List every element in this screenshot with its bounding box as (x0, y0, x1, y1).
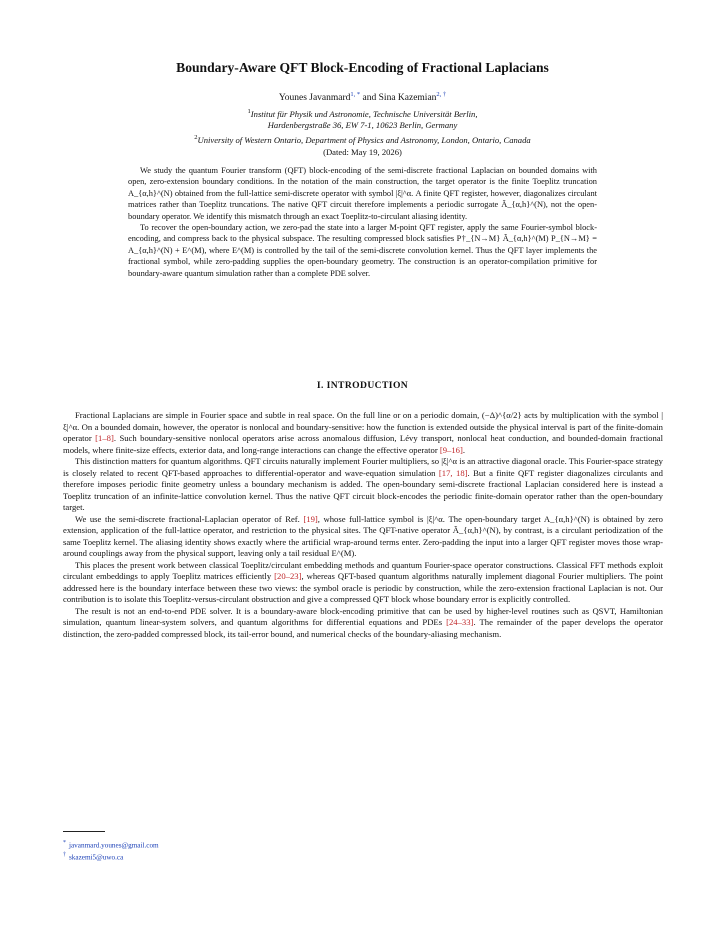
affiliation-1-line-1: $^1$Institut für Physik und Astronomie, Technische Universität Berlin, (247, 108, 478, 119)
email-link-2[interactable]: skazemi5@uwo.ca (69, 853, 124, 862)
author-1-marks[interactable]: 1, * (350, 91, 361, 98)
author-line (60, 91, 665, 103)
paper-title: Boundary-Aware QFT Block-Encoding of Fractional Laplacians (176, 60, 549, 75)
intro-paragraph-4: This places the present work between classical Toeplitz/circulant embedding methods and quantum Fourier-space operator constructions. Classical FFT methods exploit circulant embeddings to apply Toeplitz matrices efficiently [20–23], whereas QFT-based quantum algorithms naturally implement diagonal Fourier multipliers. The point addressed here is the boundary interface between these two views: the symbol oracle is periodic by construction, while the zero-extension fractional Laplacian is not. Our contribution is to isolate this Toeplitz-versus-circulant obstruction and give a compressed QFT block whose boundary error is explicitly controlled. (63, 559, 663, 604)
author-conjunction: and (362, 93, 377, 104)
date-line: (Dated: May 19, 2026) (323, 147, 402, 157)
intro-paragraph-1: Fractional Laplacians are simple in Fourier space and subtle in real space. On the full line or on a periodic domain, (−Δ)^{α/2} acts by multiplication with the symbol |ξ|^α. On a bounded domain, however, the operator is nonlocal and boundary-sensitive: how the function is extended outside the physical interval is part of the finite-domain operator [1–8]. Such boundary-sensitive nonlocal operators arise across anomalous diffusion, Lévy transport, nonlocal heat conduction, and bounded-domain fractional models, where finite-size effects, exterior data, and long-range interactions can change the effective operator [9–16]. (63, 410, 663, 455)
footnote-1 (63, 840, 159, 849)
email-link-1[interactable]: javanmard.younes@gmail.com (69, 841, 159, 850)
abstract (128, 165, 597, 279)
arxiv-sidebar (8, 244, 38, 664)
abstract-paragraph-2: To recover the open-boundary action, we zero-pad the state into a larger M-point QFT register, apply the same Fourier-symbol block-encoding, and compress back to the physical subspace. The resulting compressed block satisfies P†_{N→M} Ã_{α,h}^(M) P_{N→M} = A_{α,h}^(N) + E^(M), where E^(M) is controlled by the tail of the semi-discrete convolution kernel. Thus the QFT layer implements the fractional symbol, while zero-padding supplies the open-boundary geometry. The construction is an operator-compilation primitive for boundary-aware quantum simulation rather than a complete PDE solver. (128, 223, 597, 278)
abstract-paragraph-1: We study the quantum Fourier transform (QFT) block-encoding of the semi-discrete fractional Laplacian on bounded domains with open, zero-extension boundary conditions. In the notation of the main construction, the target operator is the finite Toeplitz truncation A_{α,h}^(N) obtained from the full-lattice semi-discrete operator with symbol |ξ|^α. A finite QFT register, however, diagonalizes circulant matrices rather than Toeplitz truncations. The native QFT circuit therefore implements a periodic surrogate Ã_{α,h}^(N), not the open-boundary operator. We identify this mismatch through an exact Toeplitz-to-circulant aliasing identity. (128, 166, 597, 221)
citation-link[interactable]: [1–8] (95, 433, 114, 443)
affiliation-2: $^2$University of Western Ontario, Department of Physics and Astronomy, London, Ontario, Canada (194, 134, 531, 145)
citation-link[interactable]: [9–16] (439, 444, 463, 455)
footnote-divider (63, 831, 105, 832)
citation-link[interactable]: [19] (303, 513, 318, 524)
section-heading-introduction: I. INTRODUCTION (316, 380, 409, 391)
citation-link[interactable]: [24–33] (446, 617, 474, 627)
author-2-marks[interactable]: 2, † (436, 91, 447, 98)
affiliation-1-line-2: Hardenbergstraße 36, EW 7-1, 10623 Berlin, Germany (267, 120, 458, 130)
citation-link[interactable]: [17, 18] (438, 467, 468, 478)
footnote-2-mark: † (63, 852, 66, 858)
author-1-name: Younes Javanmard (278, 93, 351, 104)
introduction-body (63, 410, 663, 640)
footnote-2 (63, 852, 123, 861)
intro-paragraph-3: We use the semi-discrete fractional-Laplacian operator of Ref. [19], whose full-lattice symbol is |ξ|^α. The open-boundary target A_{α,h}^(N) is obtained by zero extension, application of the full-lattice operator, and restriction to the physical sites. The QFT-native operator Ã_{α,h}^(N), by contrast, is a circulant periodization of the same Toeplitz kernel. The aliasing identity shows exactly where the artificial wrap-around terms enter. Zero-padding the input into a larger QFT register moves those wrap-around couplings away from the physical support, leaving only a tail residual E^(M). (63, 513, 663, 558)
intro-paragraph-5: The result is not an end-to-end PDE solver. It is a boundary-aware block-encoding primitive that can be used by higher-level routines such as QSVT, Hamiltonian simulation, quantum linear-system solvers, and quantum algorithms for differential equations and PDEs [24–33]. The remainder of the paper develops the operator distinction, the zero-padded compressed block, its tail-error bound, and numerical checks of the boundary-aliasing mechanism. (63, 605, 663, 639)
footnote-1-mark: * (63, 840, 66, 846)
intro-paragraph-2: This distinction matters for quantum algorithms. QFT circuits naturally implement Fourier multipliers, so |ξ|^α is an attractive diagonal oracle. This Fourier-space strategy is closely related to recent QFT-based approaches to differential-operator and wave-equation simulation [17, 18]. But a finite QFT register diagonalizes circulants and therefore imposes periodic finite geometry unless a boundary mechanism is added. The open-boundary semi-discrete fractional Laplacian considered here is instead a Toeplitz truncation of an infinite-lattice convolution kernel. Thus the native QFT circuit block-encodes the periodic finite-domain operator rather than the open-boundary target. (63, 456, 663, 512)
author-2-name: Sina Kazemian (378, 93, 437, 104)
citation-link[interactable]: [20–23] (274, 571, 302, 581)
